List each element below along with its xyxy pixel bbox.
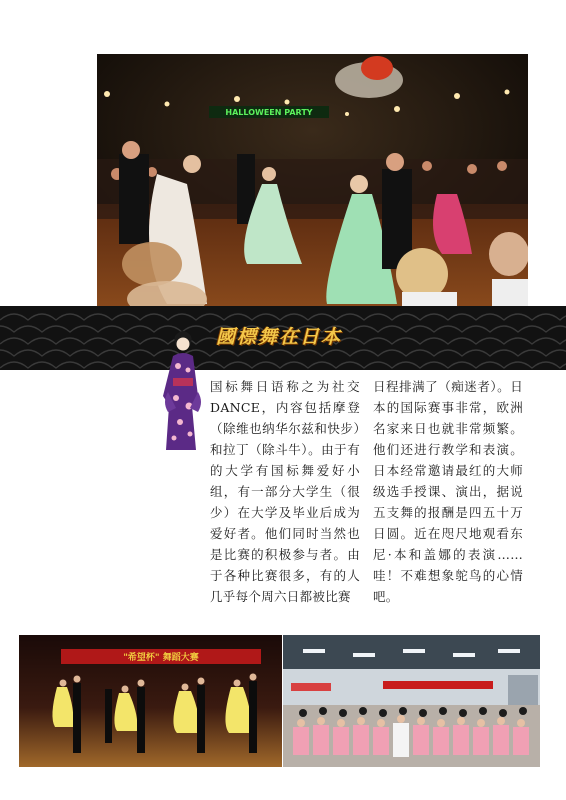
section-title: 國標舞在日本 — [216, 326, 343, 348]
competition-banner-text: "希望杯" 舞蹈大赛 — [123, 653, 199, 663]
article-left-column: 国标舞日语称之为社交DANCE，内容包括摩登（除维也纳华尔兹和快步）和拉丁（除斗牛）。由于有的大学有国标舞爱好小组，有一部分大学生（很少）在大学及毕业后成为爱好者。他们同时当然也是比赛的积极参与者。由于各种比赛很多，有的人几乎每个周六日都被比赛 — [210, 379, 360, 604]
halloween-sign: HALLOWEEN PARTY — [225, 108, 313, 117]
kimono-figure-icon — [160, 326, 206, 454]
group-photo — [283, 635, 540, 767]
competition-photo — [19, 635, 282, 767]
article-right-column: 日程排满了（痴迷者）。日本的国际赛事非常，欧洲名家来日也就非常频繁。他们还进行教学和表演。日本经常邀请最红的大师级选手授课、演出，据说五支舞的报酬是四五十万日圆。近在咫尺地观看东尼·本和盖娜的表演……哇！不难想象鸵鸟的心情吧。 — [373, 379, 523, 604]
ballroom-photo — [97, 54, 528, 310]
